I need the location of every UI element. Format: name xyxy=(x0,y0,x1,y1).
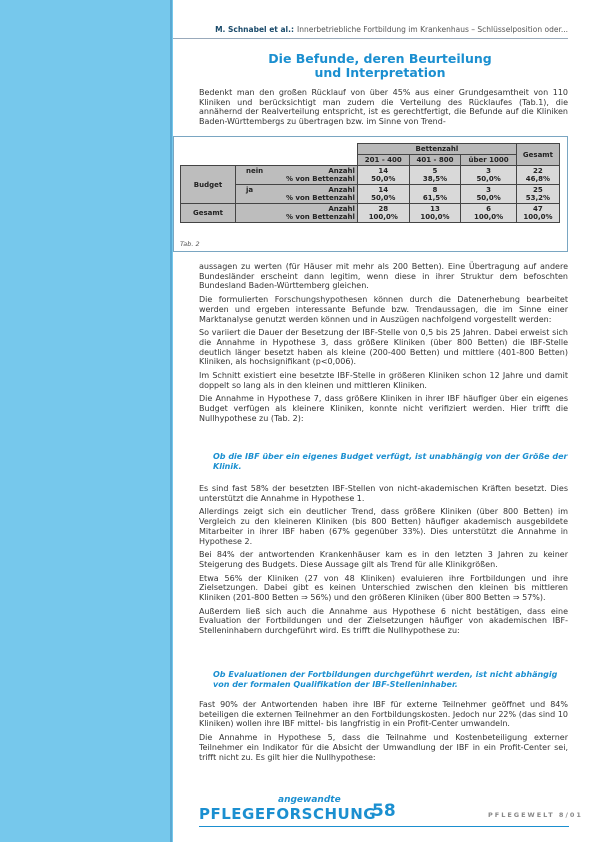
footer-issue: PFLEGEWELT 8/01 xyxy=(488,811,583,819)
row-label-gesamt: Gesamt xyxy=(181,204,236,223)
metric-cell xyxy=(236,166,358,185)
table-cell: 25 53,2% xyxy=(516,185,559,204)
hypothesis-quote-1: Ob die IBF über ein eigenes Budget verfügt, ist unabhängig von der Größe der Klinik. xyxy=(213,452,568,471)
sidebar-edge xyxy=(170,0,172,842)
paragraph: Fast 90% der Antwortenden haben ihre IBF für externe Teilnehmer geöffnet und 84% beteiligen die externen Teilnehmer an den Fortbildungskosten. Jedoch nur 22% (das sind 10 Kliniken) wollen ihre IBF mittel- bis langfristig in ein Profit-Center umwandeln. xyxy=(199,700,568,729)
col-header: 401 - 800 xyxy=(409,155,461,166)
table-cell: 6 100,0% xyxy=(461,204,517,223)
page-number: 58 xyxy=(372,801,396,821)
row-label-budget: Budget xyxy=(181,166,236,204)
footer-kicker: angewandte xyxy=(278,795,341,805)
left-sidebar-band xyxy=(0,0,173,842)
paragraph: Die Annahme in Hypothese 5, dass die Teilnahme und Kostenbeteiligung externer Teilnehmer ein Indikator für die Absicht der Umwandlung der IBF in ein Profit-Center sei, trifft nicht zu. Es gilt hier die Nullhypothese: xyxy=(199,733,568,762)
table-cell: 8 61,5% xyxy=(409,185,461,204)
table-cell: 47 100,0% xyxy=(516,204,559,223)
paragraph: Bei 84% der antwortenden Krankenhäuser kam es in den letzten 3 Jahren zu keiner Steigerung des Budgets. Diese Aussage gilt als Trend für alle Klinikgrößen. xyxy=(199,550,568,569)
table-cell: 22 46,8% xyxy=(516,166,559,185)
metric-pct: % von Bettenzahl xyxy=(285,213,355,221)
paragraph: aussagen zu werten (für Häuser mit mehr als 200 Betten). Eine Übertragung auf andere Bundesländer erscheint dann legitim, wenn diese in ihrer Struktur dem befoschten Bundesland Baden-Württemberg gleichen. xyxy=(199,262,568,291)
header-bettenzahl: Bettenzahl xyxy=(357,144,516,155)
metric-pct: % von Bettenzahl xyxy=(285,175,355,183)
table-cell: 5 38,5% xyxy=(409,166,461,185)
footer-rule xyxy=(199,826,569,827)
paragraph: Etwa 56% der Kliniken (27 von 48 Kliniken) evaluieren ihre Fortbildungen und ihre Zielsetzungen. Dabei gibt es keinen Unterschied zwischen den kleinen bis mittleren Kliniken (201-800 Betten ⇒ 56%) und den größeren Kliniken (über 800 Betten ⇒ 57%). xyxy=(199,573,568,603)
table-caption: Tab. 2 xyxy=(180,240,200,248)
metric-anzahl: Anzahl xyxy=(328,205,355,213)
table-figure xyxy=(173,136,568,252)
table-cell: 13 100,0% xyxy=(409,204,461,223)
body-text-1 xyxy=(199,262,568,428)
journal-logo: PFLEGEFORSCHUNG xyxy=(199,805,377,823)
table-cell: 28 100,0% xyxy=(357,204,409,223)
intro-paragraph xyxy=(199,88,568,131)
title-line-1: Die Befunde, deren Beurteilung xyxy=(268,51,492,66)
header-author: M. Schnabel et al.: xyxy=(215,25,294,34)
section-title xyxy=(190,52,570,80)
intro-text: Bedenkt man den großen Rücklauf von über 45% aus einer Grundgesamtheit von 110 Kliniken und berücksichtigt man zudem die Verteilung des Rücklaufes (Tab.1), die annähernd der Realverteilung entspricht, ist es gerechtfertigt, die Befunde auf die Kliniken Baden-Württembergs zu übertragen bzw. im Sinne von Trend- xyxy=(199,88,568,127)
paragraph: Die Annahme in Hypothese 7, dass größere Kliniken in ihrer IBF häufiger über ein eigenes Budget verfügen als kleinere Kliniken, konnte nicht verifiziert werden. Hier trifft die Nullhypothese zu (Tab. 2): xyxy=(199,394,568,423)
header-gesamt: Gesamt xyxy=(516,144,559,166)
paragraph: Im Schnitt existiert eine besetzte IBF-Stelle in größeren Kliniken schon 12 Jahre und damit doppelt so lang als in den kleinen und mittleren Kliniken. xyxy=(199,371,568,390)
table-cell: 3 50,0% xyxy=(461,185,517,204)
metric-cell xyxy=(236,204,358,223)
paragraph: Die formulierten Forschungshypothesen können durch die Datenerhebung bearbeitet werden und ergeben interessante Befunde bzw. Trendaussagen, die im Sinne einer Marktanalyse genutzt werden können und in Auszügen nachfolgend vorgestellt werden: xyxy=(199,295,568,324)
sub-label-nein: nein xyxy=(246,167,264,175)
sub-label-ja: ja xyxy=(246,186,254,194)
col-header: über 1000 xyxy=(461,155,517,166)
table-cell: 14 50,0% xyxy=(357,166,409,185)
paragraph: Allerdings zeigt sich ein deutlicher Trend, dass größere Kliniken (über 800 Betten) im Vergleich zu den kleineren Kliniken (bis 800 Betten) häufiger akademisch ausgebildete Mitarbeiter in ihrer IBF haben (67% gegenüber 33%). Dies unterstützt die Annahme in Hypothese 2. xyxy=(199,507,568,546)
metric-cell xyxy=(236,185,358,204)
hypothesis-quote-2: Ob Evaluationen der Fortbildungen durchgeführt werden, ist nicht abhängig von der formalen Qualifikation der IBF-Stelleninhaber. xyxy=(213,670,558,689)
paragraph: Es sind fast 58% der besetzten IBF-Stellen von nicht-akademischen Kräften besetzt. Dies unterstützt die Annahme in Hypothese 1. xyxy=(199,484,568,503)
table-cell: 3 50,0% xyxy=(461,166,517,185)
title-line-2: und Interpretation xyxy=(314,65,446,80)
col-header: 201 - 400 xyxy=(357,155,409,166)
body-text-2 xyxy=(199,484,568,640)
metric-anzahl: Anzahl xyxy=(328,167,355,175)
header-title: Innerbetriebliche Fortbildung im Krankenhaus – Schlüsselposition oder... xyxy=(296,25,568,34)
budget-table xyxy=(180,143,560,223)
paragraph: So variiert die Dauer der Besetzung der IBF-Stelle von 0,5 bis 25 Jahren. Dabei erweist sich die Annahme in Hypothese 3, dass größere Kliniken (über 800 Betten) die IBF-Stelle deutlich länger besetzt haben als kleine (200-400 Betten) und mittlere (401-800 Betten) Kliniken, als hochsignifikant (p<0,006). xyxy=(199,328,568,367)
metric-pct: % von Bettenzahl xyxy=(285,194,355,202)
metric-anzahl: Anzahl xyxy=(328,186,355,194)
running-header xyxy=(173,24,568,39)
table-cell: 14 50,0% xyxy=(357,185,409,204)
body-text-3 xyxy=(199,700,568,766)
paragraph: Außerdem ließ sich auch die Annahme aus Hypothese 6 nicht bestätigen, dass eine Evaluation der Fortbildungen und der Zielsetzungen häufiger von akademischen IBF-Stelleninhabern durchgeführt wird. Es trifft die Nullhypothese zu: xyxy=(199,606,568,636)
